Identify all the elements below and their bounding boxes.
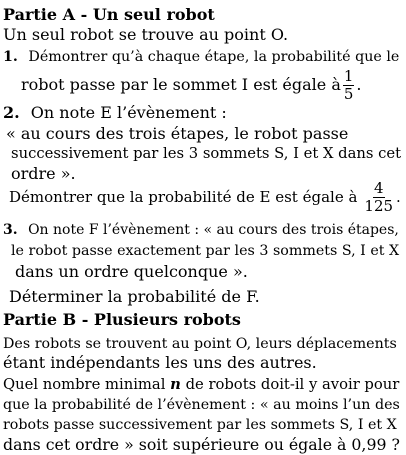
question-2-end: . (396, 188, 401, 206)
question-2-text-4: ordre ». (11, 164, 76, 183)
question-3-text-3: dans un ordre quelconque ». (15, 262, 248, 281)
part-b-line-3a: Quel nombre minimal (3, 376, 166, 393)
question-1-fraction-denominator: 5 (343, 84, 354, 103)
question-2-line-5 (9, 179, 401, 215)
part-b-line-3b: de robots doit-il y avoir pour (185, 376, 400, 393)
question-2-number: 2. (3, 103, 20, 122)
question-3-line-1 (3, 220, 399, 240)
question-2-text-1: On note E l’évènement : (30, 103, 227, 122)
question-3-text-1: On note F l’évènement : « au cours des trois étapes, (28, 222, 399, 238)
question-1-end: . (356, 75, 362, 94)
part-b-line-5: robots passe successivement par les sommets S, I et X (3, 417, 397, 433)
question-3-text-2: le robot passe exactement par les 3 sommets S, I et X (11, 243, 400, 259)
question-1-text-1: Démontrer qu’à chaque étape, la probabilité que le (28, 49, 400, 65)
question-2-fraction-denominator: 125 (364, 196, 394, 215)
part-b-line-2: étant indépendants les uns des autres. (3, 353, 317, 372)
question-1-fraction-numerator: 1 (343, 66, 354, 85)
part-b-line-4: que la probabilité de l’évènement : « au moins l’un des (3, 397, 400, 413)
question-2-fraction-numerator: 4 (373, 178, 384, 197)
question-2-text-5: Démontrer que la probabilité de E est égale à (9, 188, 358, 206)
question-1-fraction (343, 66, 355, 103)
part-a-title: Partie A - Un seul robot (3, 5, 215, 24)
question-2-line-1 (3, 103, 227, 123)
variable-n: n (170, 376, 181, 393)
question-1-line-2 (21, 67, 362, 103)
question-2-text-2: « au cours des trois étapes, le robot passe (6, 124, 349, 143)
part-b-line-1: Des robots se trouvent au point O, leurs déplacements (3, 336, 397, 352)
part-a-intro: Un seul robot se trouve au point O. (3, 25, 289, 44)
question-2-fraction (363, 178, 394, 215)
part-b-line-3 (3, 375, 399, 395)
question-2-text-3: successivement par les 3 sommets S, I et X dans cet (11, 145, 402, 162)
question-1-number: 1. (3, 49, 18, 65)
part-b-title: Partie B - Plusieurs robots (3, 310, 241, 329)
question-1-text-2: robot passe par le sommet I est égale à (21, 75, 341, 94)
question-1-line-1 (3, 47, 399, 67)
question-3-number: 3. (3, 222, 18, 238)
part-b-line-6: dans cet ordre » soit supérieure ou égale à 0,99 ? (3, 435, 400, 454)
question-3-text-4: Déterminer la probabilité de F. (9, 287, 260, 306)
